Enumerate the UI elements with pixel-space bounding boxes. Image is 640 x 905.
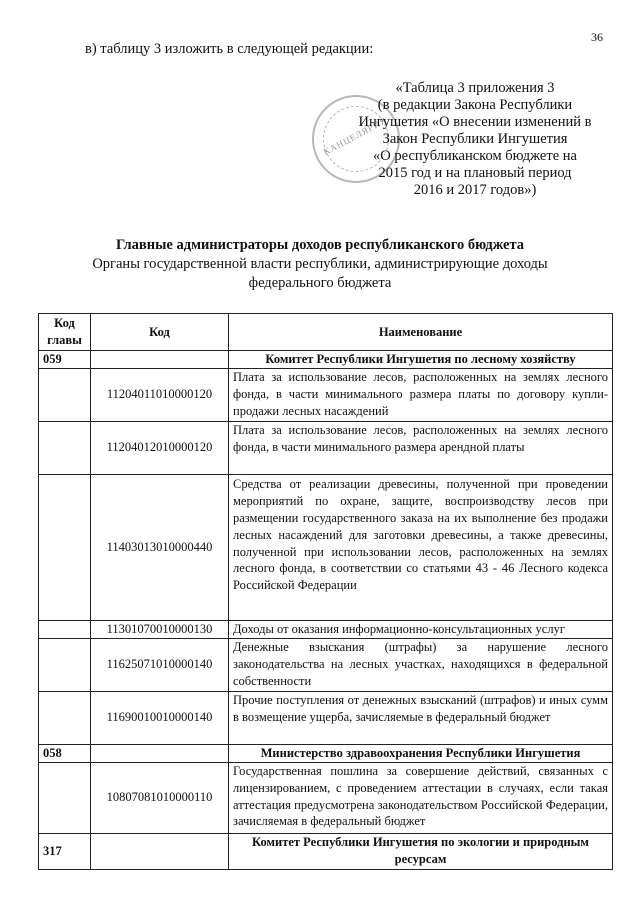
heading-subtitle: Органы государственной власти республики, администрирующие доходы [92,256,548,272]
revenue-code: 11403013010000440 [91,474,229,620]
heading-title: Главные администраторы доходов республиканского бюджета [115,237,525,253]
revenue-name: Плата за использование лесов, расположенных на землях лесного фонда, в части минимального размера арендной платы [229,421,613,474]
revenue-name: Плата за использование лесов, расположенных на землях лесного фонда, в части минимального размера платы по договору купли-продажи лесных насаждений [229,368,613,421]
table-row [39,620,613,638]
org-row [39,351,613,369]
org-name: Министерство здравоохранения Республики Ингушетия [229,744,613,762]
page-number: 36 [591,30,603,44]
chapter-code: 317 [39,833,91,869]
org-name: Комитет Республики Ингушетия по экологии и природным ресурсам [229,833,613,869]
stamp-text: КАНЦЕЛЯРИЯ [321,115,389,157]
revenue-code: 11204012010000120 [91,421,229,474]
section-heading [0,236,640,293]
revenue-code: 11204011010000120 [91,368,229,421]
citation-line: «Таблица 3 приложения 3 [395,80,555,96]
revenue-name: Государственная пошлина за совершение действий, связанных с лицензированием, с проведением аттестации в случаях, если такая аттестация предусмотрена законодательством Российской Федерации, зачисляемая в федеральный бюджет [229,762,613,833]
revenue-code: 11625071010000140 [91,638,229,691]
revenue-name: Прочие поступления от денежных взысканий (штрафов) и иных сумм в возмещение ущерба, зачисляемые в федеральный бюджет [229,691,613,744]
citation-line: Закон Республики Ингушетия [382,131,568,147]
revenue-code: 11301070010000130 [91,620,229,638]
revenue-code: 11690010010000140 [91,691,229,744]
table-row [39,762,613,833]
table-row [39,368,613,421]
table-row [39,638,613,691]
revenue-name: Доходы от оказания информационно-консультационных услуг [229,620,613,638]
revenue-code: 10807081010000110 [91,762,229,833]
revenue-administrators-table [38,313,613,870]
citation-line: 2015 год и на плановый период [378,165,572,181]
table-citation [330,80,620,199]
table-row [39,691,613,744]
chapter-code: 059 [39,351,91,369]
heading-subtitle: федерального бюджета [248,275,392,291]
org-row [39,744,613,762]
chapter-code: 058 [39,744,91,762]
citation-line: Ингушетия «О внесении изменений в [358,114,592,130]
revenue-name: Денежные взыскания (штрафы) за нарушение лесного законодательства на лесных участках, находящихся в федеральной собственности [229,638,613,691]
citation-line: 2016 и 2017 годов») [413,182,537,198]
table-row [39,421,613,474]
header-name: Наименование [229,314,613,351]
citation-line: «О республиканском бюджете на [373,148,577,164]
org-name: Комитет Республики Ингушетия по лесному хозяйству [229,351,613,369]
header-chapter-code: Код главы [39,314,91,351]
revenue-name: Средства от реализации древесины, полученной при проведении мероприятий по охране, защите, воспроизводству лесов при размещении государственного заказа на их выполнение без продажи лесных насаждений для заготовки древесины, а также древесины, полученной при использовании лесов, расположенных на землях лесного фонда, в соответствии со статьями 43 - 46 Лесного кодекса Российской Федерации [229,474,613,620]
header-code: Код [91,314,229,351]
table-header-row [39,314,613,351]
citation-line: (в редакции Закона Республики [377,97,573,113]
org-row [39,833,613,869]
intro-text: в) таблицу 3 изложить в следующей редакции: [85,41,374,57]
table-row [39,474,613,620]
